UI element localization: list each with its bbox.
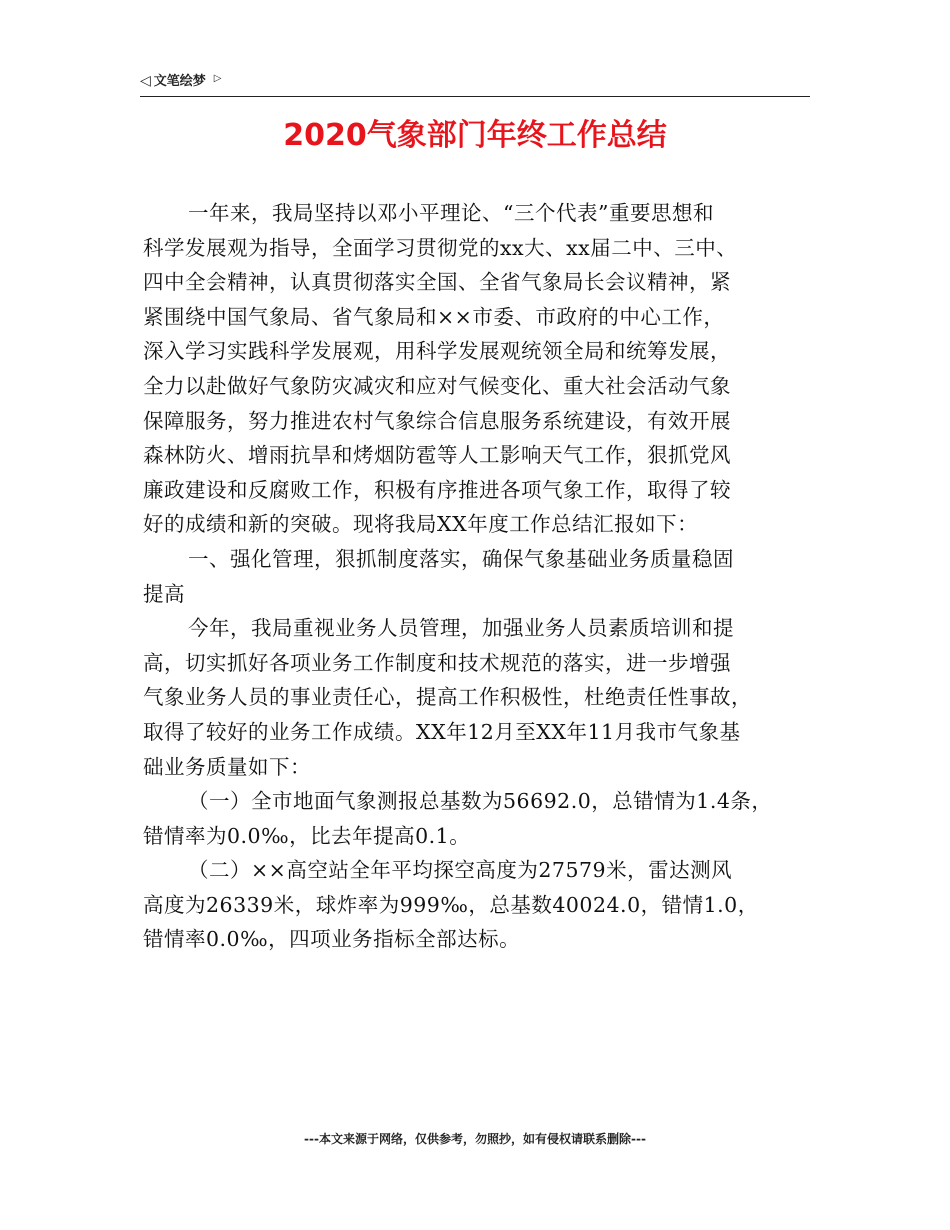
body-line: （二）××高空站全年平均探空高度为27579米，雷达测风 <box>188 858 733 883</box>
body-line: 气象业务人员的事业责任心，提高工作积极性，杜绝责任性事故， <box>143 685 752 710</box>
body-line: 高度为26339米，球炸率为999‰，总基数40024.0，错情1.0， <box>143 892 759 917</box>
body-line: 一年来，我局坚持以邓小平理论、“三个代表”重要思想和 <box>188 201 714 225</box>
body-line: 全力以赴做好气象防灾减灾和应对气候变化、重大社会活动气象 <box>143 373 731 398</box>
document-footer: ---本文来源于网络，仅供参考，勿照抄，如有侵权请联系删除--- <box>304 1132 646 1146</box>
section-heading-line: 一、强化管理，狠抓制度落实，确保气象基础业务质量稳固 <box>188 546 734 571</box>
body-line: 取得了较好的业务工作成绩。XX年12月至XX年11月我市气象基 <box>143 719 741 744</box>
document-header <box>140 72 810 97</box>
body-line: 高，切实抓好各项业务工作制度和技术规范的落实，进一步增强 <box>143 650 731 675</box>
body-line: 础业务质量如下： <box>143 754 311 779</box>
body-line: 科学发展观为指导，全面学习贯彻党的xx大、xx届二中、三中、 <box>143 235 738 260</box>
left-triangle-icon: ◁ <box>140 73 151 89</box>
section-heading-line: 提高 <box>143 581 185 606</box>
body-line: 好的成绩和新的突破。现将我局XX年度工作总结汇报如下： <box>143 512 699 537</box>
body-line: 廉政建设和反腐败工作，积极有序推进各项气象工作，取得了较 <box>143 477 731 502</box>
body-line: （一）全市地面气象测报总基数为56692.0，总错情为1.4条， <box>188 789 773 814</box>
body-line: 保障服务，努力推进农村气象综合信息服务系统建设，有效开展 <box>143 408 731 433</box>
body-line: 今年，我局重视业务人员管理，加强业务人员素质培训和提 <box>188 616 734 641</box>
header-text: 文笔绘梦 <box>153 74 206 89</box>
body-line: 森林防火、增雨抗旱和烤烟防雹等人工影响天气工作，狠抓党风 <box>143 443 731 468</box>
body-line: 紧围绕中国气象局、省气象局和××市委、市政府的中心工作， <box>143 304 725 329</box>
right-triangle-icon: ▷ <box>213 73 222 84</box>
document-title: 2020气象部门年终工作总结 <box>283 118 667 153</box>
body-line: 深入学习实践科学发展观，用科学发展观统领全局和统筹发展， <box>143 339 731 364</box>
body-line: 四中全会精神，认真贯彻落实全国、全省气象局长会议精神，紧 <box>143 270 731 295</box>
body-line: 错情率0.0‰，四项业务指标全部达标。 <box>143 927 521 952</box>
body-line: 错情率为0.0‰，比去年提高0.1。 <box>143 823 471 848</box>
document-body <box>143 196 811 957</box>
